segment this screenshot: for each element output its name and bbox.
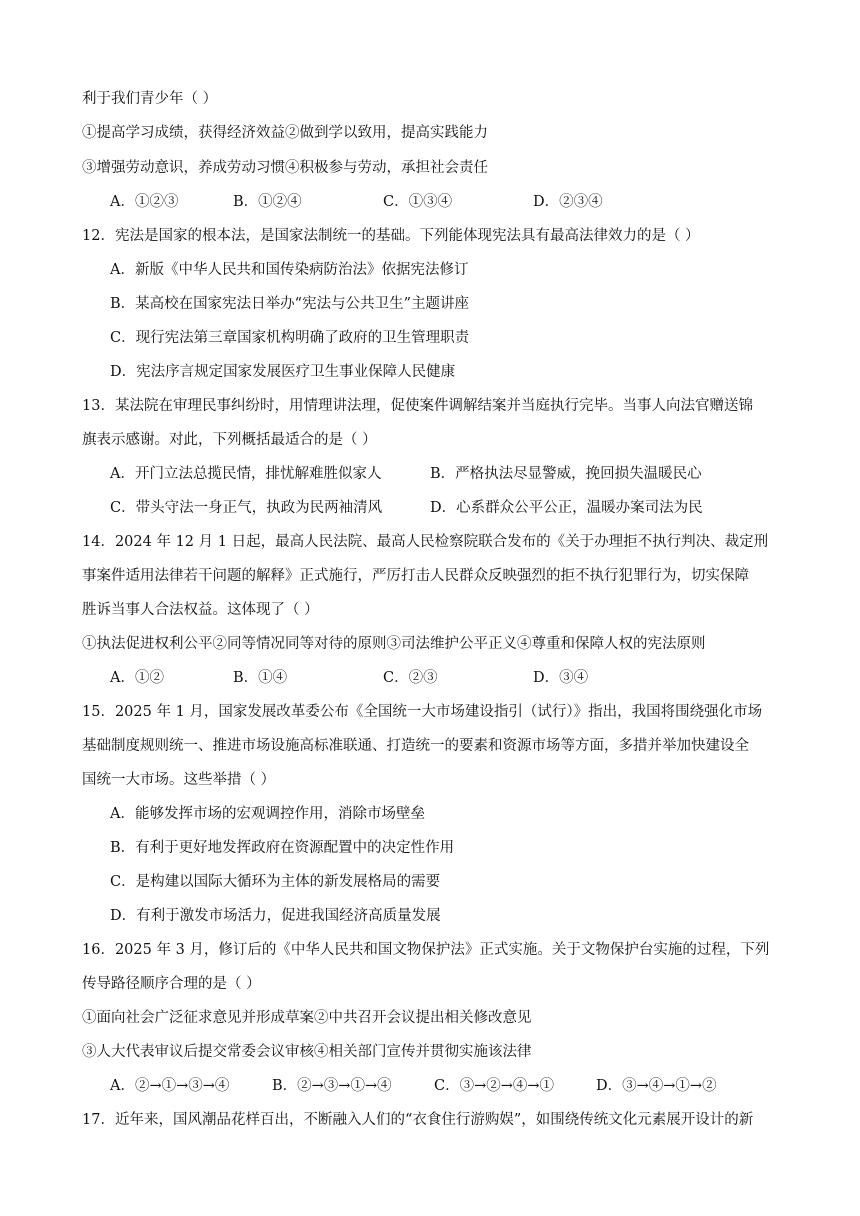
option-d[interactable]: D．心系群众公平公正，温暖办案司法为民 [430,500,703,516]
option-a[interactable]: A．能够发挥市场的宏观调控作用，消除市场壁垒 [110,806,425,822]
option-b[interactable]: B．严格执法尽显警威，挽回损失温暖民心 [430,466,702,482]
option-a[interactable]: A．②→①→③→④ [110,1078,230,1094]
option-b[interactable]: B．有利于更好地发挥政府在资源配置中的决定性作用 [110,840,455,856]
statement-line: ③增强劳动意识，养成劳动习惯④积极参与劳动，承担社会责任 [82,160,488,176]
option-d[interactable]: D．有利于激发市场活力，促进我国经济高质量发展 [110,908,441,924]
option-a[interactable]: A．新版《中华人民共和国传染病防治法》依据宪法修订 [110,262,469,278]
statement-line: ①面向社会广泛征求意见并形成草案②中共召开会议提出相关修改意见 [82,1010,532,1026]
option-c[interactable]: C．③→②→④→① [434,1078,555,1094]
question-14-stem-cont: 事案件适用法律若干问题的解释》正式施行，严厉打击人民群众反映强烈的拒不执行犯罪行为，切实保障 [82,568,749,584]
option-a[interactable]: A．开门立法总揽民情，排忧解难胜似家人 [110,466,382,482]
question-12-stem: 12．宪法是国家的根本法，是国家法制统一的基础。下列能体现宪法具有最高法律效力的是（ ） [82,228,700,244]
option-b[interactable]: B．①②④ [233,194,302,210]
question-16-stem: 16．2025 年 3 月，修订后的《中华人民共和国文物保护法》正式实施。关于文物保护台实施的过程，下列 [82,942,770,958]
question-14-stem: 14．2024 年 12 月 1 日起，最高人民法院、最高人民检察院联合发布的《关于办理拒不执行判决、裁定刑 [82,534,769,550]
option-c[interactable]: C．①③④ [383,194,453,210]
question-15-stem-cont: 基础制度规则统一、推进市场设施高标准联通、打造统一的要素和资源市场等方面，多措并举加快建设全 [82,738,749,754]
statement-line: ①提高学习成绩，获得经济效益②做到学以致用，提高实践能力 [82,125,488,141]
question-13-stem-cont: 旗表示感谢。对此，下列概括最适合的是（ ） [82,432,377,448]
question-13-stem: 13．某法院在审理民事纠纷时，用情理讲法理，促使案件调解结案并当庭执行完毕。当事人向法官赠送锦 [82,398,753,414]
option-c[interactable]: C．②③ [383,670,438,686]
question-15-stem-cont: 国统一大市场。这些举措（ ） [82,772,276,788]
question-16-stem-cont: 传导路径顺序合理的是（ ） [82,976,261,992]
option-b[interactable]: B．①④ [233,670,288,686]
option-d[interactable]: D．③→④→①→② [596,1078,717,1094]
option-d[interactable]: D．宪法序言规定国家发展医疗卫生事业保障人民健康 [110,364,456,380]
question-14-stem-cont: 胜诉当事人合法权益。这体现了（ ） [82,602,319,618]
option-d[interactable]: D．②③④ [533,194,603,210]
option-d[interactable]: D．③④ [533,670,589,686]
option-a[interactable]: A．①② [110,670,164,686]
option-c[interactable]: C．带头守法一身正气，执政为民两袖清风 [110,500,383,516]
statement-line: ①执法促进权利公平②同等情况同等对待的原则③司法维护公平正义④尊重和保障人权的宪法原则 [82,636,706,652]
statement-line: ③人大代表审议后提交常委会议审核④相关部门宣传并贯彻实施该法律 [82,1044,532,1060]
intro-tail: 利于我们青少年（ ） [82,91,218,107]
option-a[interactable]: A．①②③ [110,194,179,210]
option-b[interactable]: B．某高校在国家宪法日举办“宪法与公共卫生”主题讲座 [110,296,469,312]
option-c[interactable]: C．现行宪法第三章国家机构明确了政府的卫生管理职责 [110,330,470,346]
option-c[interactable]: C．是构建以国际大循环为主体的新发展格局的需要 [110,874,441,890]
option-b[interactable]: B．②→③→①→④ [272,1078,392,1094]
question-17-stem: 17．近年来，国风潮品花样百出，不断融入人们的“衣食住行游购娱”，如围绕传统文化元素展开设计的新 [82,1112,754,1128]
question-15-stem: 15．2025 年 1 月，国家发展改革委公布《全国统一大市场建设指引（试行）》指出，我国将围绕强化市场 [82,704,763,720]
